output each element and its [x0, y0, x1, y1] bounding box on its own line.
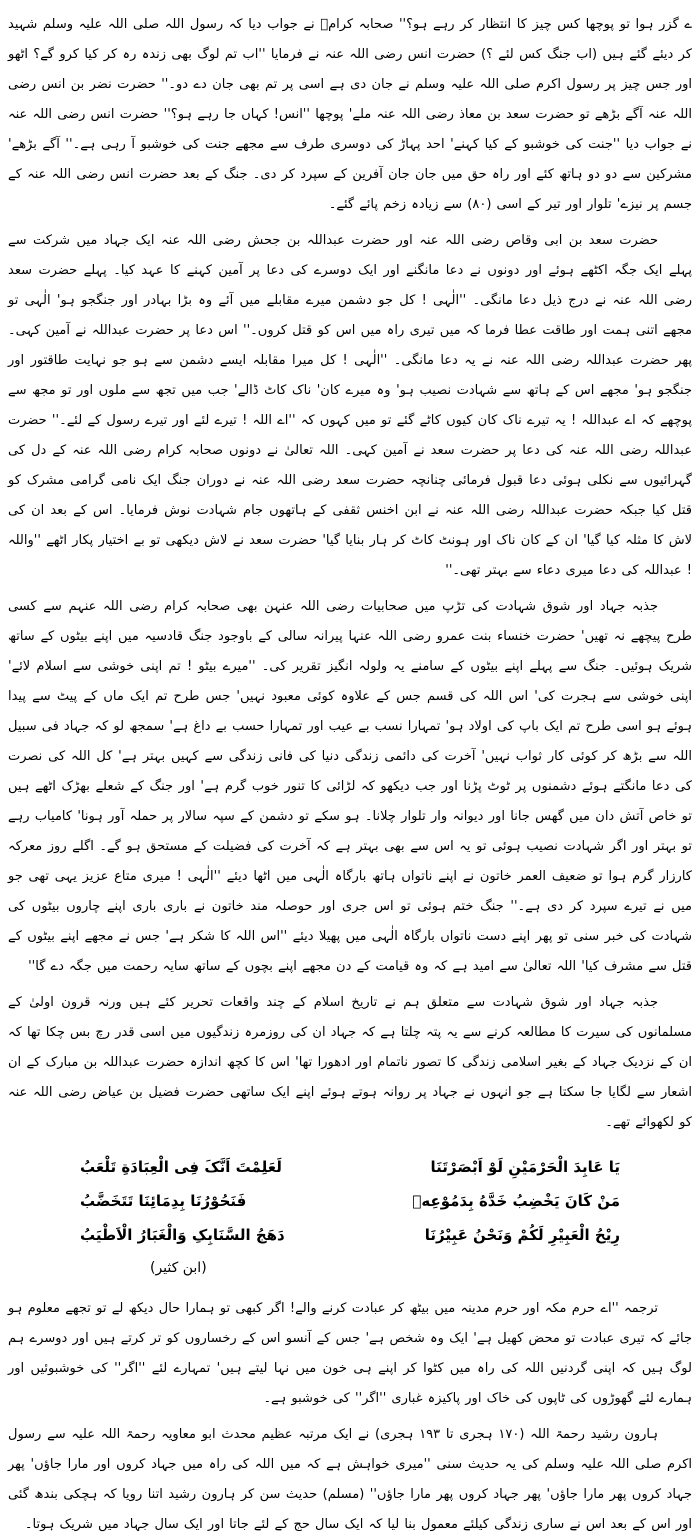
body-paragraph-continued: ے گزر ہوا تو پوچھا کس چیز کا انتظار کر رہے ہو؟'' صحابہ کرامؓ نے جواب دیا کہ رسول اللہ صلی اللہ علیہ وسلم شہید کر دیئے گئے ہیں (اب جنگ کس لئے ؟) حضرت انس رضی اللہ عنہ نے فرمایا ''اب تم لوگ بھی زندہ رہ کر کیا کرو گے؟ اٹھو اور جس چیز پر رسول اکرم صلی اللہ علیہ وسلم نے جان دی ہے اسی پر تم بھی جان دے دو۔'' حضرت نضر بن انس رضی اللہ عنہ آگے بڑھے تو حضرت سعد بن معاذ رضی اللہ عنہ ملے' پوچھا ''انس! کہاں جا رہے ہو؟'' حضرت انس رضی اللہ عنہ نے جواب دیا ''جنت کی خوشبو کے کیا کہنے' احد پہاڑ کی دوسری طرف سے مجھے جنت کی خوشبو آ رہی ہے۔'' آگے بڑھے' مشرکین سے دو دو ہاتھ کئے اور راہ حق میں جان جان آفرین کے سپرد کر دی۔ جنگ کے بعد حضرت انس رضی اللہ عنہ کے جسم پر نیزے' تلوار اور تیر کے اسی (۸۰) سے زیادہ زخم پائے گئے۔	[8, 17, 692, 212]
poem-couplet	[80, 1218, 620, 1252]
body-paragraph-dua-of-two-companions: حضرت سعد بن ابی وقاص رضی اللہ عنہ اور حضرت عبداللہ بن جحش رضی اللہ عنہ ایک جہاد میں شرکت سے پہلے ایک جگہ اکٹھے ہوئے اور دونوں نے دعا مانگنے اور ایک دوسرے کی دعا پر آمین کہنے کا عہد کیا۔ پہلے حضرت سعد رضی اللہ عنہ نے درج ذیل دعا مانگی۔ ''الٰہی ! کل جو دشمن میرے مقابلے میں آئے وہ بڑا بہادر اور جنگجو ہو' الٰہی تو مجھے اتنی ہمت اور طاقت عطا فرما کہ میں تیری راہ میں اس کو قتل کروں۔'' اس دعا پر حضرت عبداللہ نے آمین کہی۔ پھر حضرت عبداللہ رضی اللہ عنہ نے یہ دعا مانگی۔ ''الٰہی ! کل میرا مقابلہ ایسے دشمن سے ہو جو نہایت طاقتور اور جنگجو ہو' مجھے اس کے ہاتھ سے شہادت نصیب ہو' وہ میرے کان' ناک کاٹ ڈالے' جب میں تجھ سے ملوں اور تو مجھ سے پوچھے کہ اے عبداللہ ! یہ تیرے ناک کان کیوں کاٹے گئے تو میں کہوں کہ ''اے اللہ ! تیرے لئے اور تیرے رسول کے لئے۔'' حضرت عبداللہ رضی اللہ عنہ کی دعا پر حضرت سعد نے آمین کہی۔ اللہ تعالیٰ نے دونوں صحابہ کرام رضی اللہ عنہ کے دل کی گہرائیوں سے نکلی ہوئی دعا قبول فرمائی چنانچہ حضرت سعد رضی اللہ عنہ نے دوران جنگ ایک نامی گرامی مشرک کو قتل کیا جبکہ حضرت عبداللہ رضی اللہ عنہ نے ابن اخنس ثقفی کے ہاتھوں جام شہادت نوش فرمایا۔ اس کے بعد ان کی لاش کا مثلہ کیا گیا' ان کے کان ناک اور ہونٹ کاٹ کر ہار بنایا گیا' حضرت سعد نے لاش دیکھی تو بے اختیار پکار اٹھے ''واللہ ! عبداللہ کی دعا میری دعاء سے بہتر تھی۔''	[8, 233, 692, 578]
arabic-poem-block	[80, 1150, 620, 1252]
poem-couplet	[80, 1184, 620, 1218]
poem-hemistich-second: فَنَحُوْرُنَا بِدِمَائِنَا تَتَخَضَّبُ	[80, 1192, 247, 1210]
poem-hemistich-second: لَعَلِمْتَ اَنَّکَ فِی الْعِبَادَةِ تَلْعَبُ	[80, 1158, 282, 1176]
body-paragraph-haroon-rashid: ہارون رشید رحمۃ اللہ (۱۷۰ ہجری تا ۱۹۳ ہجری) نے ایک مرتبہ عظیم محدث ابو معاویہ رحمۃ اللہ علیہ سے رسول اکرم صلی اللہ علیہ وسلم کی یہ حدیث سنی ''میری خواہش ہے کہ میں اللہ کی راہ میں جہاد کروں اور مارا جاؤں' پھر جہاد کروں پھر مارا جاؤں' پھر جہاد کروں پھر مارا جاؤں'' (مسلم) حدیث سن کر ہارون رشید اتنا رویا کہ ہچکی بندھ گئی اور اس کے بعد اس نے ساری زندگی کیلئے معمول بنا لیا کہ ایک سال حج کے لئے جاتا اور ایک سال جہاد میں شریک ہوتا۔	[8, 1427, 692, 1532]
poem-hemistich-second: دَهَجُ السَّنَابِکِ وَالْغَبَارُ الْاَطْیَبُ	[80, 1226, 285, 1244]
poem-couplet	[80, 1150, 620, 1184]
poem-hemistich-first: یَا عَابِدَ الْحَرْمَیْنِ لَوْ اَبْصَرْتَنَا	[430, 1158, 620, 1176]
translation-paragraph: ترجمہ ''اے حرم مکہ اور حرم مدینہ میں بیٹھ کر عبادت کرنے والے! اگر کبھی تو ہمارا حال دیکھ لے تو تجھے معلوم ہو جائے کہ تیری عبادت تو محض کھیل ہے' ایک وہ شخص ہے' جس کے آنسو اس کے رخساروں کو تر کرتے ہیں اور دوسرے ہم لوگ ہیں کہ اپنی گردنیں اللہ کی راہ میں کٹوا کر اپنے ہی خون میں نہا لیتے ہیں' تمہارے لئے ''اگر'' کی خوشبوئیں اور ہمارے لئے گھوڑوں کی ٹاپوں کی خاک اور پاکیزہ غباری ''اگر'' کی خوشبو ہے۔	[8, 1301, 692, 1406]
poem-hemistich-first: رِیْحُ الْعَبِیْرِ لَکُمْ وَنَحْنُ عَبِیْرُنَا	[424, 1226, 620, 1244]
poem-attribution: (ابن کثیر)	[150, 1260, 207, 1276]
body-paragraph-khansa-speech: جذبہ جہاد اور شوق شہادت کی تڑپ میں صحابیات رضی اللہ عنہن بھی صحابہ کرام رضی اللہ عنہم سے کسی طرح پیچھے نہ تھیں' حضرت خنساء بنت عمرو رضی اللہ عنہا پیرانہ سالی کے باوجود جنگ قادسیہ میں اپنے بیٹوں کے ساتھ شریک ہوئیں۔ جنگ سے پہلے اپنے بیٹوں کے سامنے یہ ولولہ انگیز تقریر کی۔ ''میرے بیٹو ! تم اپنی خوشی سے اسلام لائے' اپنی خوشی سے ہجرت کی' اس اللہ کی قسم جس کے علاوہ کوئی معبود نہیں' جس طرح تم ایک ماں کے پیٹ سے پیدا ہوئے ہو اسی طرح تم ایک باپ کی اولاد ہو' تمہارا نسب بے عیب اور تمہارا حسب بے داغ ہے' سمجھ لو کہ جہاد فی سبیل اللہ سے بڑھ کر کوئی کار ثواب نہیں' آخرت کی دائمی زندگی دنیا کی فانی زندگی سے کہیں بہتر ہے' کل اللہ کی نصرت کی دعا مانگتے ہوئے دشمنوں پر ٹوٹ پڑنا اور جب دیکھو کہ لڑائی کا تنور خوب گرم ہے' اور جنگ کے شعلے بھڑک اٹھے ہیں تو خاص آتش دان میں گھس جانا اور دیوانہ وار تلوار چلانا۔ ہو سکے تو دشمن کے سپہ سالار پر حملہ آور ہونا' کامیاب رہے تو بہتر اور اگر شہادت نصیب ہوئی تو یہ اس سے بھی بہتر ہے کہ آخرت کی فضیلت کے مستحق ہو گے۔ اگلے روز معرکہ کارزار گرم ہوا تو ضعیف العمر خاتون نے اپنے ناتواں ہاتھ بارگاہ الٰہی میں اٹھا دیئے ''الٰہی ! میری متاع عزیز یہی تھی جو میں نے تیرے سپرد کر دی ہے۔'' جنگ ختم ہوئی تو اس جری اور حوصلہ مند خاتون نے باری باری اپنے چاروں بیٹوں کی شہادت کی خبر سنی تو پھر اپنے دست ناتواں بارگاہ الٰہی میں پھیلا دیئے ''اس اللہ کا شکر ہے' جس نے مجھے اپنے بیٹوں کے قتل سے مشرف کیا' اللہ تعالیٰ سے امید ہے کہ وہ قیامت کے دن مجھے اپنے بچوں کے ساتھ سایہ رحمت میں جگہ دے گا''	[8, 599, 692, 974]
poem-hemistich-first: مَنْ کَانَ یَخْضِبُ خَدَّهُ بِدَمُوْعِهٖ	[412, 1192, 620, 1210]
body-paragraph-ibn-mubarak-intro: جذبہ جہاد اور شوق شہادت سے متعلق ہم نے تاریخ اسلام کے چند واقعات تحریر کئے ہیں ورنہ قرون اولیٰ کے مسلمانوں کی سیرت کا مطالعہ کرنے سے یہ پتہ چلتا ہے کہ جہاد ان کی روزمرہ زندگیوں میں اسی قدر رچ بس چکا تھا کہ ان کے نزدیک جہاد کے بغیر اسلامی زندگی کا تصور ناتمام اور ادھورا تھا' اس کا کچھ اندازہ حضرت عبداللہ بن مبارک کے ان اشعار سے لگایا جا سکتا ہے جو انہوں نے جہاد پر روانہ ہوتے ہوئے اپنے ایک ساتھی حضرت فضیل بن عیاض رضی اللہ عنہ کو لکھوائے تھے۔	[8, 995, 692, 1130]
